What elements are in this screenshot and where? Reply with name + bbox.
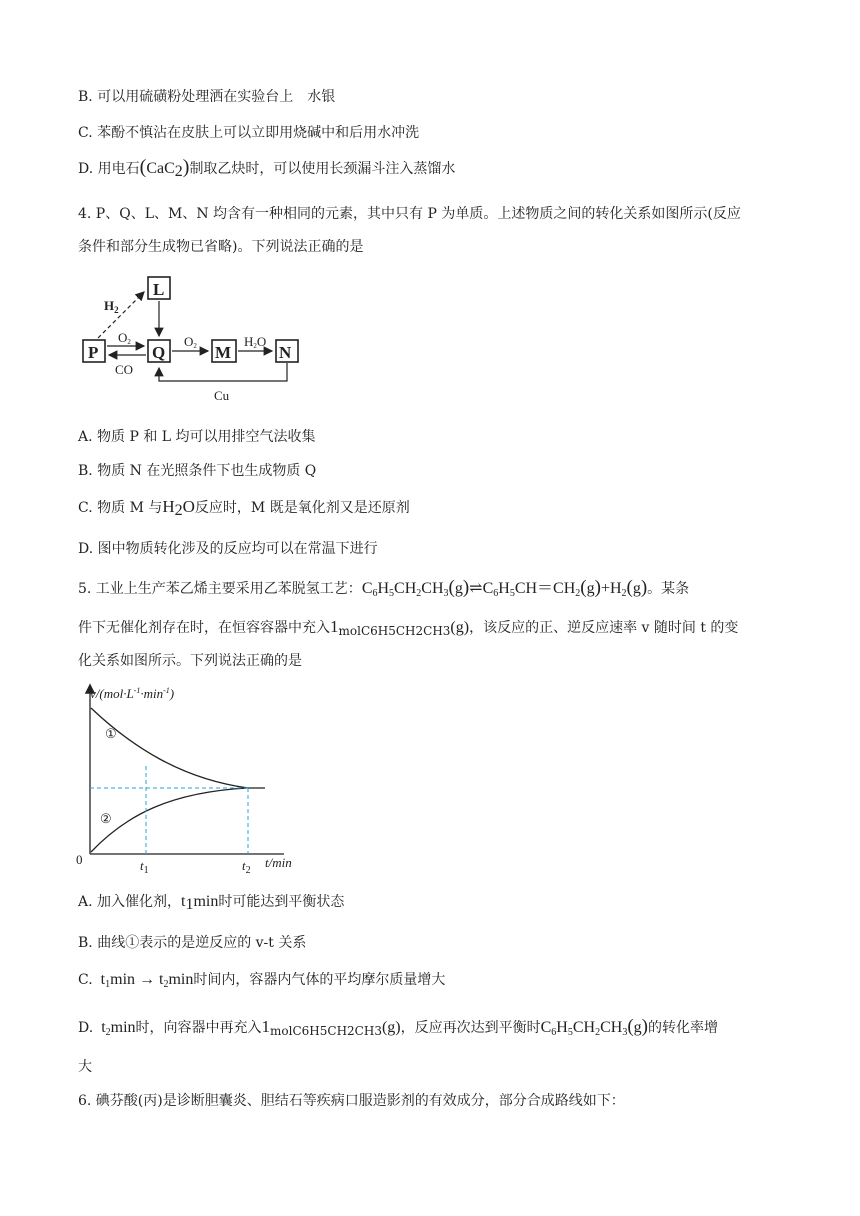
y-axis-label: $v/(mol\cdot L^{-1}\cdot\min^{-1})$ (90, 686, 175, 701)
q5-stem-line2 (78, 617, 738, 638)
q4-option-a: A. 物质 P 和 L 均可以用排空气法收集 (78, 429, 316, 445)
curve-1-label: ① (105, 726, 117, 741)
q3-option-d: D. 用电石(CaC2)制取乙炔时，可以使用长颈漏斗注入蒸馏水 (78, 156, 456, 180)
q5-stem-text-end: 。某条 (647, 581, 690, 597)
q5-stem-text-2-end: ，该反应的正、逆反应速率 v 随时间 t 的变 (469, 620, 739, 636)
curve-1-forward (91, 708, 265, 788)
label-o2-a: O2 (118, 330, 131, 346)
q3-option-d-text: D. 用电石 (78, 161, 140, 177)
q4-stem-line2: 条件和部分生成物已省略)。下列说法正确的是 (78, 239, 364, 255)
label-h2o: H2O (244, 334, 267, 350)
q3-option-d-text-end: 制取乙炔时，可以使用长颈漏斗注入蒸馏水 (189, 161, 456, 177)
formula-h2o: H (162, 497, 175, 516)
state: (g) (381, 1019, 401, 1036)
label-h2: $H_2$ (104, 298, 119, 315)
q5-option-d: D. $t_2\min$时，向容器中再充入1molC6H5CH2CH3(g)，反应再次达到平衡时$C_6H_5CH_2CH_3(g)$的转化率增 (78, 1016, 718, 1038)
label-o2-b: O2 (184, 334, 197, 350)
q4-option-d: D. 图中物质转化涉及的反应均可以在常温下进行 (78, 541, 378, 557)
origin-label: 0 (76, 852, 83, 867)
time-sub: 1 (185, 896, 194, 913)
q4-option-b: B. 物质 N 在光照条件下也生成物质 Q (78, 463, 317, 479)
option-label: C. (78, 972, 93, 988)
label-cu: Cu (214, 388, 230, 403)
node-p: P (88, 343, 99, 362)
q3-option-b: B. 可以用硫磺粉处理洒在实验台上 水银 (78, 89, 336, 105)
q5-stem-line1 (78, 575, 689, 599)
q3-option-c: C. 苯酚不慎沾在皮肤上可以立即用烧碱中和后用水冲洗 (78, 125, 420, 141)
t2-label: $t_2$ (242, 858, 251, 874)
q5-option-a (78, 891, 344, 914)
q5-option-d-text-end: 的转化率增 (647, 1020, 718, 1036)
time-t: t (181, 893, 186, 910)
q5-option-a-text-end: 时可能达到平衡状态 (218, 894, 345, 910)
q4-option-c (78, 497, 410, 520)
q6-stem: 6. 碘芬酸(丙)是诊断胆囊炎、胆结石等疾病口服造影剂的有效成分，部分合成路线如下： (78, 1093, 625, 1109)
t1-label: $t_1$ (140, 858, 149, 874)
state: (g) (450, 619, 470, 636)
unit: molC6H5CH2CH3 (270, 1024, 382, 1038)
q5-option-c-text: 时间内，容器内气体的平均摩尔质量增大 (193, 972, 446, 988)
q5-stem-text: 5. 工业上生产苯乙烯主要采用乙苯脱氢工艺： (78, 581, 362, 597)
q5-stem-line3: 化关系如图所示。下列说法正确的是 (78, 653, 302, 669)
curve-2-label: ② (100, 811, 112, 826)
q4-option-c-text: C. 物质 M 与 (78, 500, 163, 516)
q5-option-a-text: A. 加入催化剂， (78, 894, 182, 910)
node-q: Q (152, 343, 166, 362)
time-unit: min (193, 893, 219, 910)
q5-rate-time-chart (72, 682, 312, 874)
q5-option-c: C. $t_1\min \to t_2\min$时间内，容器内气体的平均摩尔质量增大 (78, 971, 446, 990)
formula-cac2: CaC (146, 160, 175, 177)
option-label: D. (78, 1020, 94, 1036)
q5-option-b: B. 曲线①表示的是逆反应的 v-t 关系 (78, 935, 307, 951)
node-n: N (279, 343, 292, 362)
q5-option-d-line2: 大 (78, 1059, 92, 1075)
node-m: M (215, 343, 232, 362)
q5-stem-text-2: 件下无催化剂存在时，在恒容容器中充入 (78, 620, 330, 636)
arrow-n-to-q (159, 363, 287, 381)
reaction-equation: $C_6H_5CH_2CH_3(g)\rightleftharpoons C_6H_5CH=CH_2(g)+H_2(g)$ (361, 577, 648, 599)
q5-option-d-text: 时，向容器中再充入 (135, 1020, 262, 1036)
unit: molC6H5CH2CH3 (338, 624, 451, 638)
formula-sub: 2 (174, 163, 183, 180)
curve-2-reverse (91, 788, 248, 852)
x-axis-label: t/min (265, 855, 292, 870)
amount: 1 (261, 1017, 271, 1036)
label-co: CO (115, 362, 134, 377)
formula-o: O (182, 497, 195, 516)
q4-stem-line1: 4. P、Q、L、M、N 均含有一种相同的元素，其中只有 P 为单质。上述物质之间的转化关系如图所示(反应 (78, 206, 741, 222)
formula-sub: 2 (174, 502, 183, 519)
q4-conversion-diagram (78, 270, 318, 410)
amount: 1 (330, 617, 339, 636)
node-l: L (153, 280, 165, 299)
q4-option-c-text-end: 反应时，M 既是氧化剂又是还原剂 (194, 500, 410, 516)
q5-option-d-text-2: ，反应再次达到平衡时 (400, 1020, 541, 1036)
